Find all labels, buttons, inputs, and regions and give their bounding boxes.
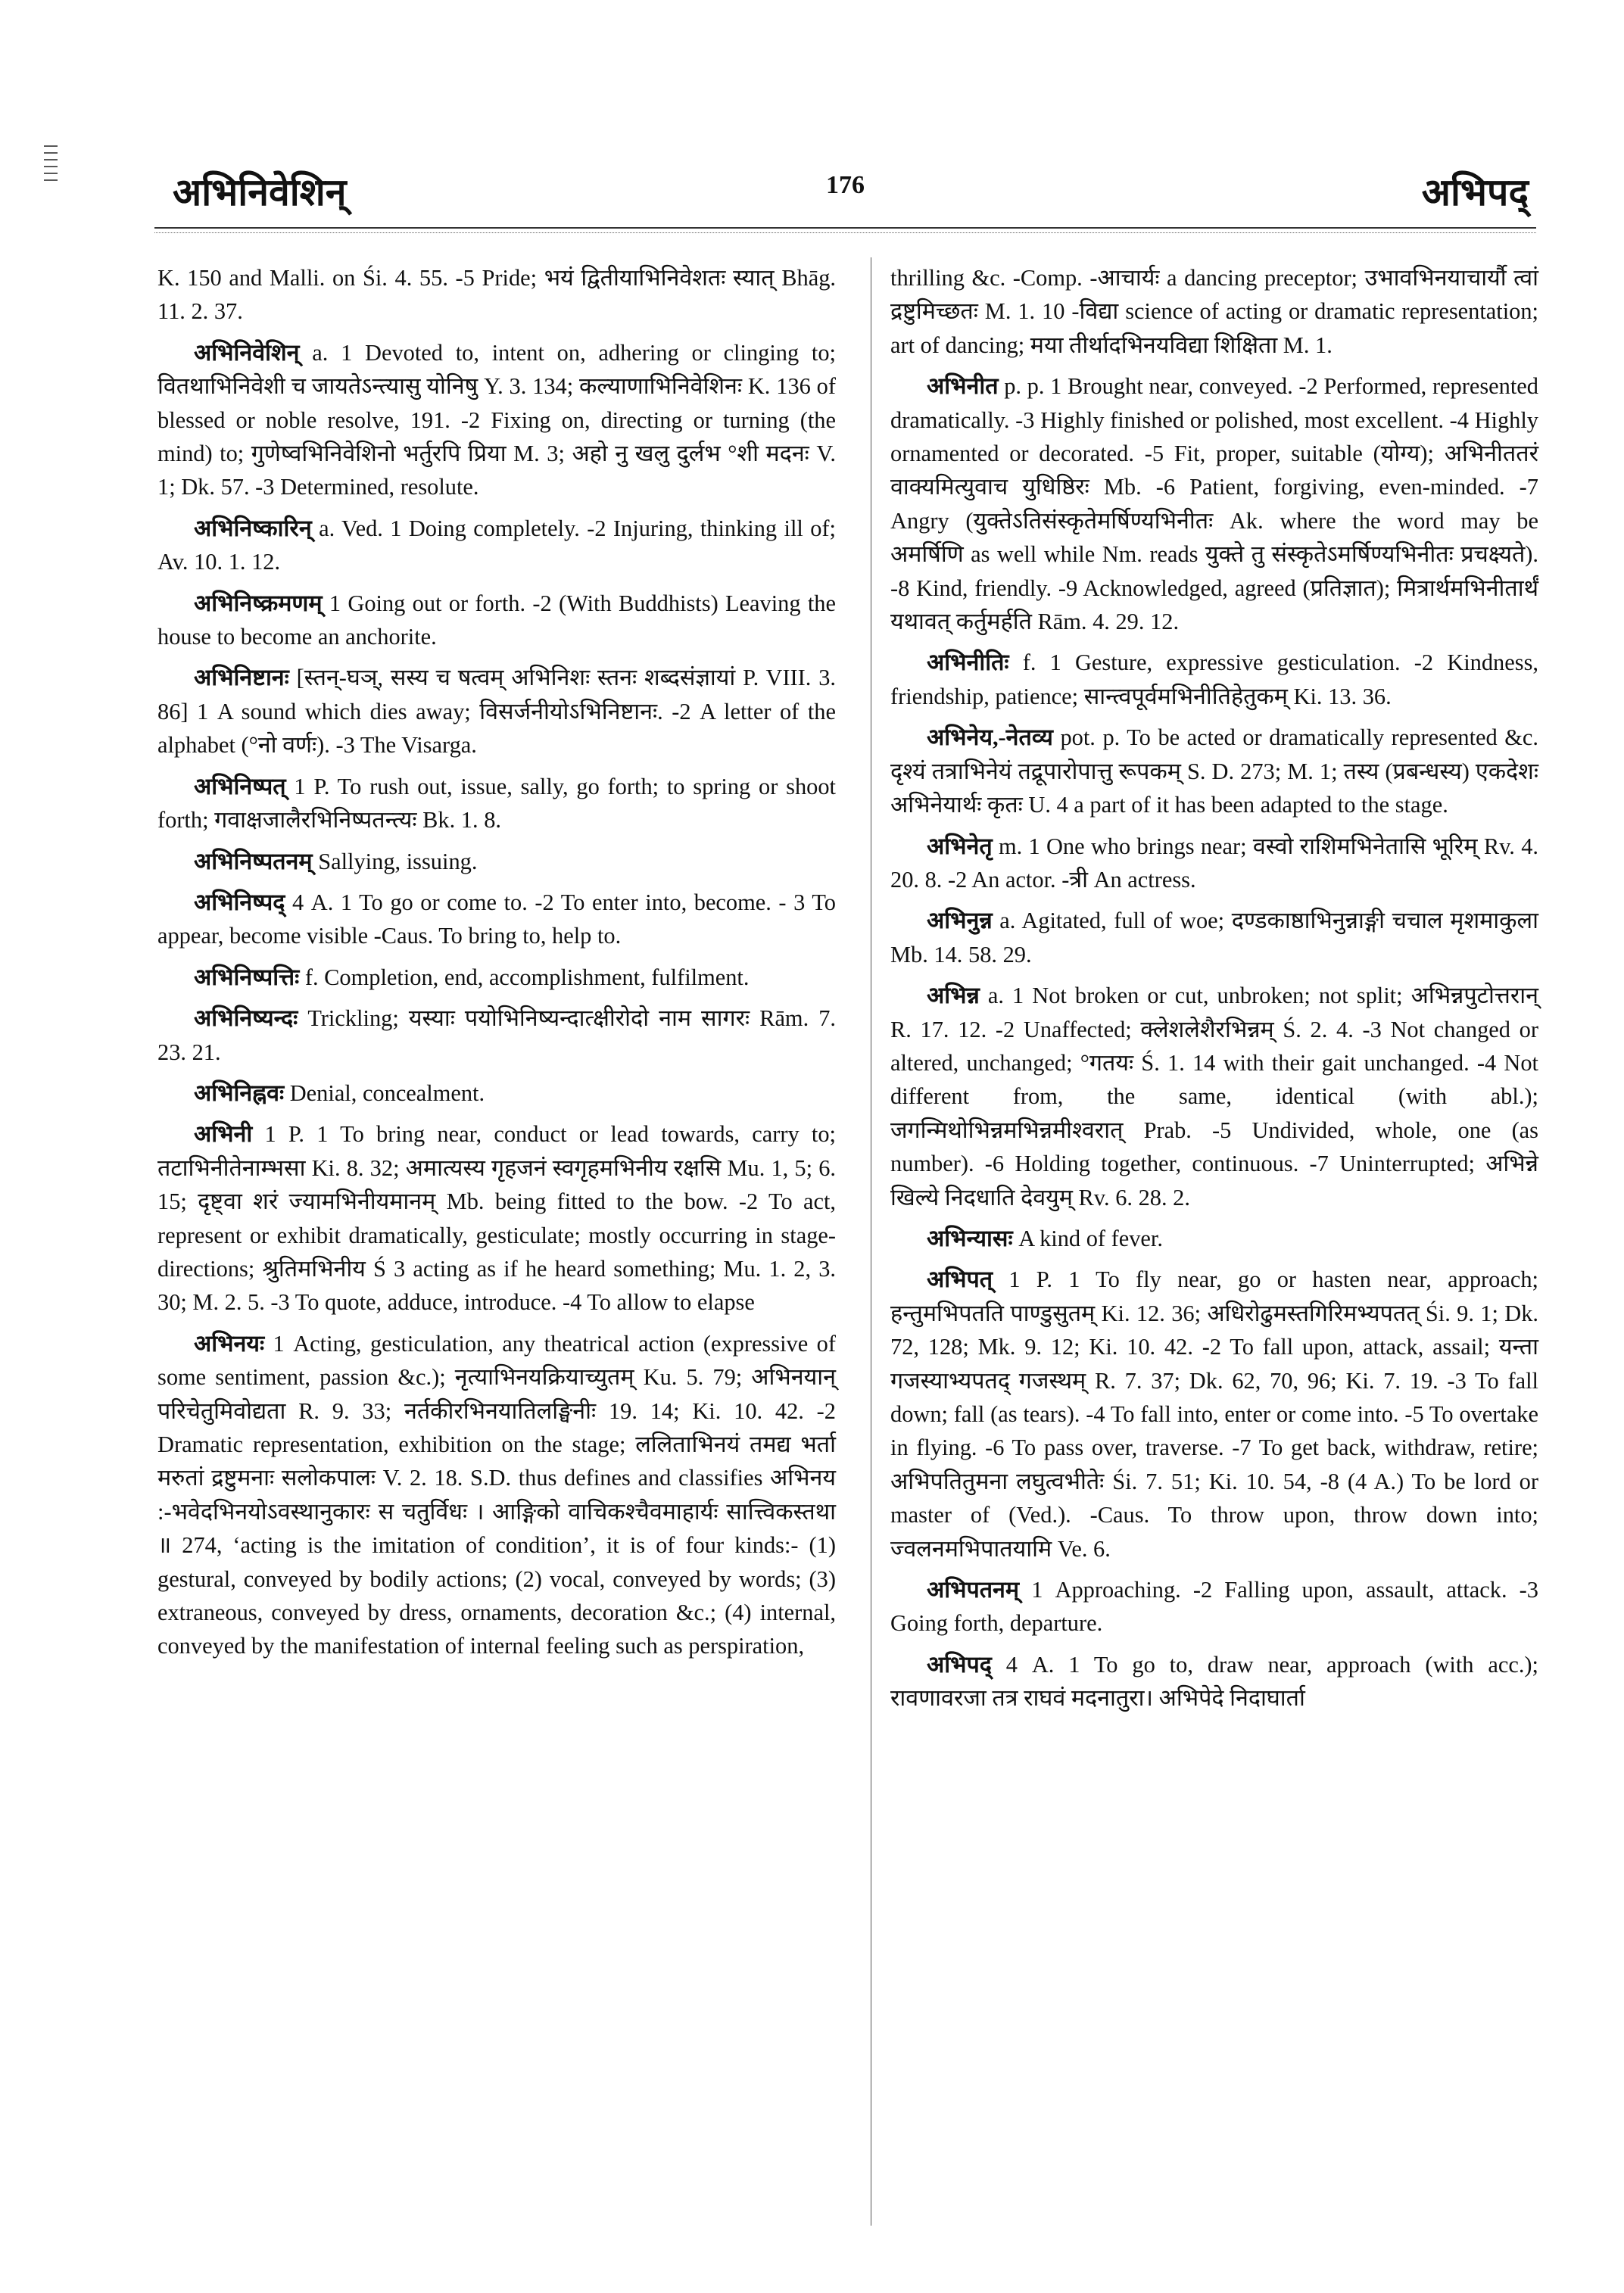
- dictionary-entry: [890, 721, 1538, 821]
- entry-headword: अभिनिष्यन्दः: [194, 1005, 298, 1032]
- entry-text: K. 150 and Malli. on Śi. 4. 55. -5 Pride; भयं द्वितीयाभिनिवेशतः स्यात् Bhāg. 11. 2. 37.: [157, 265, 836, 325]
- entry-headword: अभिनिष्क्रमणम्: [194, 590, 323, 616]
- entry-headword: अभिपद्: [927, 1651, 992, 1678]
- entry-text: a. Ved. 1 Doing completely. -2 Injuring, thinking ill of; Av. 10. 1. 12.: [157, 515, 836, 575]
- left-running-headword: अभिनिवेशिन्: [173, 171, 347, 213]
- entry-text: 1 P. To rush out, issue, sally, go forth; to spring or shoot forth; गवाक्षजालैरभिनिष्पतन्त्यः Bk. 1. 8.: [157, 773, 836, 833]
- dictionary-entry: [157, 661, 836, 762]
- entry-text: 1 P. 1 To bring near, conduct or lead towards, carry to; तटाभिनीतेनाम्भसा Ki. 8. 32; अमात्यस्य गृहजनं स्वगृहमभिनीय रक्षसि Mu. 1, 5; 6. 15; दृष्ट्वा शरं ज्यामभिनीयमानम् Mb. being fitted to the bow. -2 To act, represent or exhibit dramatically, gesticulate; mostly occurring in stage-directions; श्रुतिमभिनीय Ś 3 acting as if he heard something; Mu. 1. 2, 3. 30; M. 2. 5. -3 To quote, adduce, introduce. -4 To allow to elapse: [157, 1121, 836, 1316]
- header-rule: [154, 227, 1536, 229]
- entry-text: thrilling &c. -Comp. -आचार्यः a dancing preceptor; उभावभिनयाचार्यौ त्वां द्रष्टुमिच्छतः M. 1. 10 -विद्या science of acting or dramatic representation; art of dancing; मया तीर्थादभिनयविद्या शिक्षिता M. 1.: [890, 265, 1538, 358]
- entry-text: m. 1 One who brings near; वस्वो राशिमभिनेतासि भूरिम् Rv. 4. 20. 8. -2 An actor. -त्री An actress.: [890, 833, 1538, 893]
- entry-headword: अभिन्यासः: [927, 1225, 1013, 1251]
- entry-headword: अभिनिवेशिन्: [194, 339, 300, 366]
- dictionary-entry: [890, 1263, 1538, 1566]
- dictionary-entry: [157, 1002, 836, 1069]
- dictionary-entry: [157, 845, 836, 878]
- entry-text: 1 P. 1 To fly near, go or hasten near, approach; हन्तुमभिपतति पाण्डुसुतम् Ki. 12. 36; अधिरोढुमस्तगिरिमभ्यपतत् Śi. 9. 1; Dk. 72, 128; Mk. 9. 12; Ki. 10. 42. -2 To fall upon, attack, assail; यन्ता गजस्याभ्यपतद् गजस्थम् R. 7. 37; Dk. 62, 70, 96; Ki. 7. 19. -3 To fall down; fall (as tears). -4 To fall into, enter or come into. -5 To overtake in flying. -6 To pass over, traverse. -7 To get back, withdraw, retire; अभिपतितुमना लघुत्वभीतेः Śi. 7. 51; Ki. 10. 54, -8 (4 A.) To be lord or master of (Ved.). -Caus. To throw upon, throw down into; ज्वलनमभिपातयामि Ve. 6.: [890, 1266, 1538, 1562]
- dictionary-entry: [157, 1076, 836, 1110]
- dictionary-entry: [890, 1222, 1538, 1255]
- dictionary-entry: [890, 646, 1538, 713]
- dictionary-entry: [890, 1573, 1538, 1640]
- entry-text: 4 A. 1 To go or come to. -2 To enter into, become. - 3 To appear, become visible -Caus. To bring to, help to.: [157, 889, 836, 949]
- dictionary-entry: [890, 1648, 1538, 1715]
- dictionary-entry: [157, 886, 836, 953]
- entry-headword: अभिनी: [194, 1121, 253, 1148]
- entry-headword: अभिनिष्पत्: [194, 773, 286, 799]
- dictionary-entry: [157, 770, 836, 837]
- dictionary-entry: [890, 830, 1538, 897]
- entry-headword: अभिनिष्टानः: [194, 665, 289, 691]
- dictionary-entry: [157, 1117, 836, 1319]
- entry-text: f. Completion, end, accomplishment, fulfilment.: [299, 964, 750, 990]
- entry-headword: अभिनिष्पद्: [194, 889, 285, 915]
- entry-text: 1 Going out or forth. -2 (With Buddhists) Leaving the house to become an anchorite.: [157, 590, 836, 650]
- dictionary-entry: [157, 1327, 836, 1663]
- entry-text: p. p. 1 Brought near, conveyed. -2 Performed, represented dramatically. -3 Highly finished or polished, most excellent. -4 Highly ornamented or decorated. -5 Fit, proper, suitable (योग्य); अभिनीततरं वाक्यमित्युवाच युधिष्ठिरः Mb. -6 Patient, forgiving, even-minded. -7 Angry (युक्तेऽतिसंस्कृतेमर्षिण्यभिनीतः Ak. where the word may be अमर्षिणि as well while Nm. reads युक्ते तु संस्कृतेऽमर्षिण्यभिनीतः प्रचक्ष्यते). -8 Kind, friendly. -9 Acknowledged, agreed (प्रतिज्ञात); मित्रार्थमभिनीतार्थं यथावत् कर्तुमर्हति Rām. 4. 29. 12.: [890, 373, 1538, 635]
- dictionary-entry: [157, 512, 836, 579]
- right-running-headword: अभिपद्: [1421, 171, 1529, 213]
- page-header: [154, 165, 1536, 229]
- dictionary-entry: [157, 336, 836, 504]
- entry-headword: अभिनीतिः: [927, 650, 1009, 676]
- entry-headword: अभिन्न: [927, 983, 980, 1009]
- entry-headword: अभिनिष्पतनम्: [194, 848, 313, 874]
- dictionary-entry: [157, 587, 836, 654]
- entry-text: pot. p. To be acted or dramatically represented &c. दृश्यं तत्राभिनेयं तद्रूपारोपात्तु रूपकम् S. D. 273; M. 1; तस्य (प्रबन्धस्य) एकदेशः अभिनेयार्थः कृतः U. 4 a part of it has been adapted to the stage.: [890, 724, 1538, 818]
- entry-text: 1 Acting, gesticulation, any theatrical action (expressive of some sentiment, passion &c.); नृत्याभिनयक्रियाच्युतम् Ku. 5. 79; अभिनयान् परिचेतुमिवोद्यता R. 9. 33; नर्तकीरभिनयातिलङ्घिनीः 19. 14; Ki. 10. 42. -2 Dramatic representation, exhibition on the stage; ललिताभिनयं तमद्य भर्ता मरुतां द्रष्टुमनाः सलोकपालः V. 2. 18. S.D. thus defines and classifies अभिनय :-भवेदभिनयोऽवस्थानुकारः स चतुर्विधः । आङ्गिको वाचिकश्चैवमाहार्यः सात्त्विकस्तथा ॥ 274, ‘acting is the imitation of condition’, it is of four kinds:- (1) gestural, conveyed by bodily actions; (2) vocal, conveyed by words; (3) extraneous, conveyed by dress, ornaments, decoration &c.; (4) internal, conveyed by the manifestation of internal feeling such as perspiration,: [157, 1330, 836, 1659]
- entry-headword: अभिनुन्न: [927, 908, 993, 934]
- entry-headword: अभिनेतृ: [927, 833, 993, 859]
- entry-headword: अभिनेय,-नेतव्य: [927, 724, 1053, 751]
- entry-text: 1 Approaching. -2 Falling upon, assault, attack. -3 Going forth, departure.: [890, 1577, 1538, 1637]
- entry-headword: अभिनिह्नवः: [194, 1080, 285, 1106]
- entry-text: a. 1 Not broken or cut, unbroken; not split; अभिन्नपुटोत्तरान् R. 17. 12. -2 Unaffected; क्लेशलेशैरभिन्नम् Ś. 2. 4. -3 Not changed or altered, unchanged; °गतयः Ś. 1. 14 with their gait unchanged. -4 Not different from, the same, identical (with abl.); जगन्मिथोभिन्नमभिन्नमीश्वरात् Prab. -5 Undivided, whole, one (as number). -6 Holding together, continuous. -7 Uninterrupted; अभिन्ने खिल्ये निदधाति देवयुम् Rv. 6. 28. 2.: [890, 983, 1538, 1210]
- entry-headword: अभिपतनम्: [927, 1577, 1020, 1603]
- entry-headword: अभिनीत: [927, 373, 999, 400]
- dictionary-entry: [890, 369, 1538, 638]
- dictionary-entry: [890, 979, 1538, 1214]
- left-column: [157, 261, 836, 2229]
- entry-text: f. 1 Gesture, expressive gesticulation. -2 Kindness, friendship, patience; सान्त्वपूर्वमभिनीतिहेतुकम् Ki. 13. 36.: [890, 650, 1538, 709]
- entry-text: A kind of fever.: [1012, 1225, 1163, 1251]
- dictionary-entry: [890, 261, 1538, 362]
- entry-text: a. 1 Devoted to, intent on, adhering or clinging to; वितथाभिनिवेशी च जायतेऽन्त्यासु योनिषु Y. 3. 134; कल्याणाभिनिवेशिनः K. 136 of blessed or noble resolve, 191. -2 Fixing on, directing or turning (the mind) to; गुणेष्वभिनिवेशिनो भर्तुरपि प्रिया M. 3; अहो नु खलु दुर्लभ °शी मदनः V. 1; Dk. 57. -3 Determined, resolute.: [157, 339, 836, 500]
- page-number: 176: [826, 171, 865, 199]
- dictionary-entry: [157, 961, 836, 994]
- entry-headword: अभिनिष्पत्तिः: [194, 964, 300, 990]
- margin-mark: [44, 145, 58, 182]
- dictionary-entry: [890, 904, 1538, 971]
- entry-text: Denial, concealment.: [284, 1080, 485, 1106]
- entry-headword: अभिपत्: [927, 1266, 993, 1293]
- entry-text: Trickling; यस्याः पयोभिनिष्यन्दात्क्षीरोदो नाम सागरः Rām. 7. 23. 21.: [157, 1005, 836, 1065]
- dictionary-entry: [157, 261, 836, 329]
- entry-text: Sallying, issuing.: [312, 848, 478, 874]
- right-column: [890, 261, 1538, 2229]
- entry-text: [स्तन्-घञ्, सस्य च षत्वम् अभिनिशः स्तनः शब्दसंज्ञायां P. VIII. 3. 86] 1 A sound which dies away; विसर्जनीयोऽभिनिष्टानः. -2 A letter of the alphabet (°नो वर्णः). -3 The Visarga.: [157, 665, 836, 759]
- entry-text: 4 A. 1 To go to, draw near, approach (with acc.); रावणावरजा तत्र राघवं मदनातुरा। अभिपेदे निदाघार्ता: [890, 1651, 1538, 1712]
- entry-headword: अभिनयः: [194, 1330, 265, 1357]
- entry-headword: अभिनिष्कारिन्: [194, 515, 312, 541]
- entry-text: a. Agitated, full of woe; दण्डकाष्ठाभिनुन्नाङ्गी चचाल मृशमाकुला Mb. 14. 58. 29.: [890, 908, 1538, 967]
